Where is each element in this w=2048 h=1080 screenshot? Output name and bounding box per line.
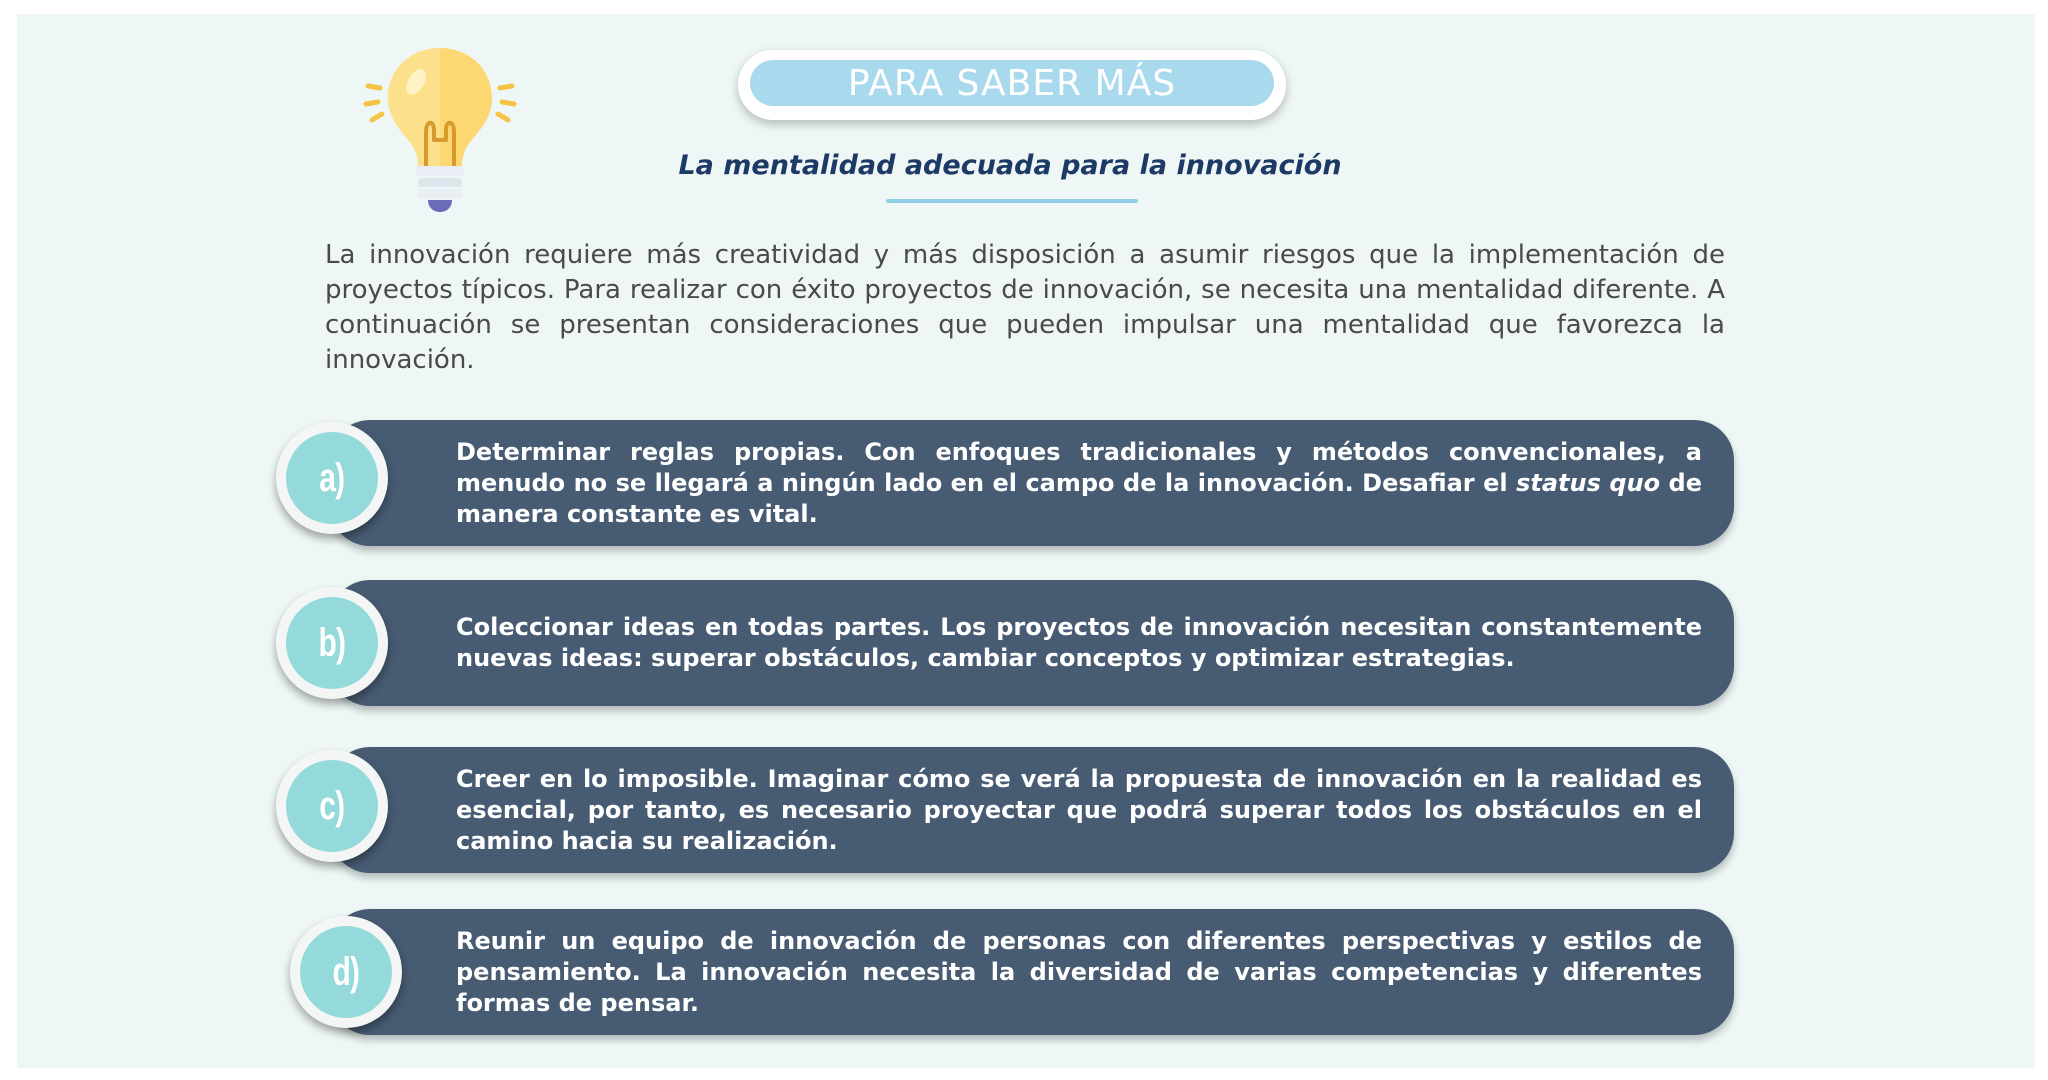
consideration-card-d bbox=[330, 909, 1734, 1035]
badge-d bbox=[290, 916, 402, 1028]
consideration-card-c bbox=[330, 747, 1734, 873]
badge-b bbox=[276, 587, 388, 699]
card-text-a bbox=[456, 420, 1702, 546]
badge-a bbox=[276, 422, 388, 534]
card-text-a-part2: de manera constante es vital. bbox=[456, 468, 1703, 528]
card-paragraph-b: Coleccionar ideas en todas partes. Los proyectos de innovación necesitan constantemente nuevas ideas: superar obstáculos, cambiar conceptos y optimizar estrategias. bbox=[456, 613, 1702, 672]
badge-c-inner bbox=[286, 760, 378, 852]
badge-a-inner bbox=[286, 432, 378, 524]
card-paragraph-c: Creer en lo imposible. Imaginar cómo se verá la propuesta de innovación en la realidad es esencial, por tanto, es necesario proyectar que podrá superar todos los obstáculos en el camino hacia su realización. bbox=[456, 764, 1702, 855]
badge-label-b: b) bbox=[318, 620, 346, 665]
page-title: PARA SABER MÁS bbox=[847, 62, 1177, 104]
header-banner-inner bbox=[750, 60, 1274, 106]
card-text-d bbox=[456, 909, 1702, 1035]
subtitle-underline bbox=[886, 199, 1138, 203]
card-text-a-part1: Determinar reglas propias. Con enfoques tradicionales y métodos convencionales, a menudo no se llegará a ningún lado en el campo de la innovación. Desafiar el bbox=[456, 437, 1702, 497]
card-text-b bbox=[456, 580, 1702, 706]
badge-b-inner bbox=[286, 597, 378, 689]
lightbulb-icon bbox=[360, 40, 520, 220]
card-paragraph-d: Reunir un equipo de innovación de personas con diferentes perspectivas y estilos de pensamiento. La innovación necesita la diversidad de varias competencias y diferentes formas de pensar. bbox=[456, 926, 1702, 1017]
intro-paragraph: La innovación requiere más creatividad y más disposición a asumir riesgos que la implementación de proyectos típicos. Para realizar con éxito proyectos de innovación, se necesita una mentalidad diferente. A continuación se presentan consideraciones que pueden impulsar una mentalidad que favorezca la innovación. bbox=[325, 240, 1725, 375]
page-subtitle: La mentalidad adecuada para la innovación bbox=[678, 150, 1342, 181]
consideration-card-a bbox=[330, 420, 1734, 546]
badge-d-inner bbox=[300, 926, 392, 1018]
badge-label-c: c) bbox=[319, 783, 345, 828]
badge-c bbox=[276, 750, 388, 862]
consideration-card-b bbox=[330, 580, 1734, 706]
card-paragraph-a bbox=[456, 437, 1702, 530]
badge-label-a: a) bbox=[319, 455, 345, 500]
header-banner bbox=[738, 50, 1286, 120]
badge-label-d: d) bbox=[332, 949, 360, 994]
card-text-c bbox=[456, 747, 1702, 873]
card-text-a-italic: status quo bbox=[1516, 468, 1661, 497]
